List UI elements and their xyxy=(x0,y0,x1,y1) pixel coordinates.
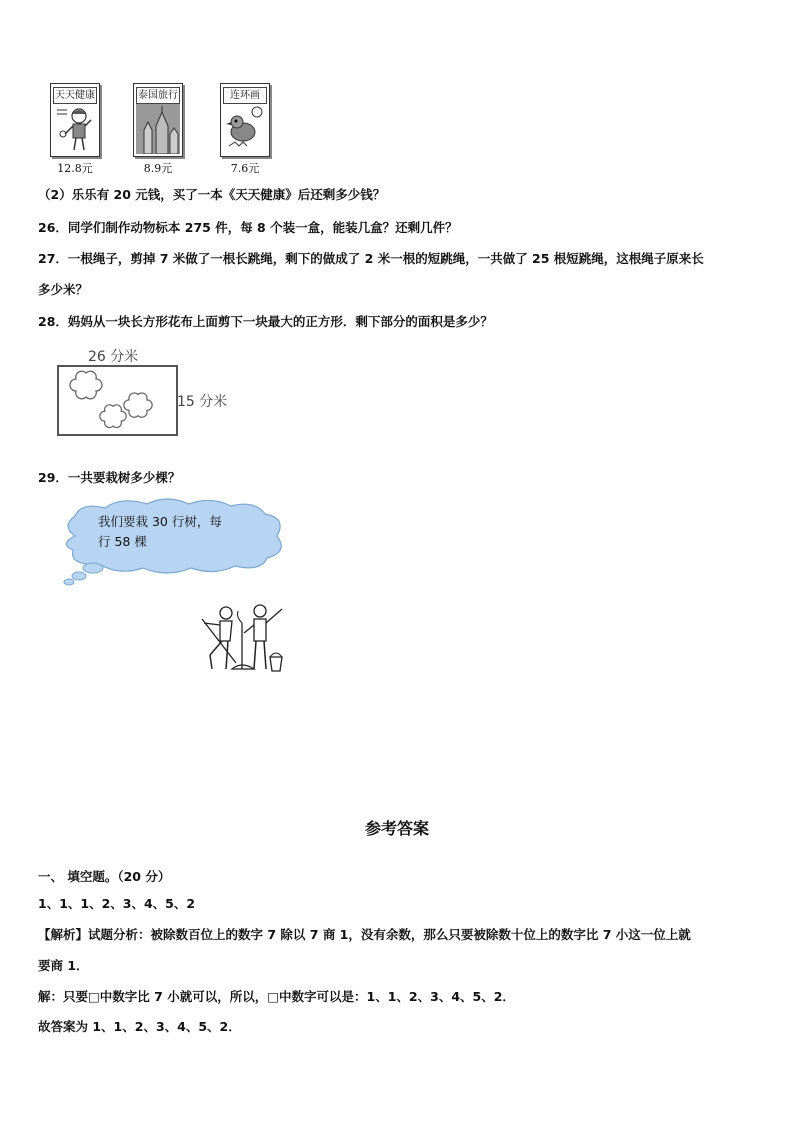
boy-illustration-icon xyxy=(55,104,95,152)
answers-title: 参考答案 xyxy=(364,819,429,838)
question-28: 28．妈妈从一块长方形花布上面剪下一块最大的正方形．剩下部分的面积是多少？ xyxy=(38,314,493,329)
book-title: 泰国旅行 xyxy=(136,87,180,104)
book-price: 7.6元 xyxy=(230,162,260,175)
solution-line: 解：只要□中数字比 7 小就可以，所以，□中数字可以是：1、1、2、3、4、5、2． xyxy=(38,989,515,1004)
height-label: 15 分米 xyxy=(177,394,228,410)
children-planting-icon xyxy=(196,603,288,675)
book-title: 连环画 xyxy=(223,87,267,104)
question-29: 29．一共要栽树多少棵？ xyxy=(38,470,181,485)
cloud-text-line2: 行 58 棵 xyxy=(98,534,147,549)
book-taiguo-lvxing xyxy=(133,83,183,157)
width-label: 26 分米 xyxy=(88,349,139,365)
flower-icon xyxy=(123,391,153,421)
conclusion-line: 故答案为 1、1、2、3、4、5、2． xyxy=(38,1019,241,1034)
question-26: 26．同学们制作动物标本 275 件，每 8 个装一盒，能装几盒？还剩几件？ xyxy=(38,220,458,235)
cloud-text xyxy=(98,512,248,552)
answers-section-heading: 一、 填空题。（20 分） xyxy=(38,869,171,884)
cloud-text-line1: 我们要栽 30 行树，每 xyxy=(98,514,222,529)
question-27-line1: 27．一根绳子，剪掉 7 米做了一根长跳绳，剩下的做成了 2 米一根的短跳绳，一共做了 25 根短跳绳，这根绳子原来长 xyxy=(38,251,704,266)
bird-illustration-icon xyxy=(225,104,265,152)
question-27-line2: 多少米？ xyxy=(38,282,89,297)
analysis-text: 试题分析：被除数百位上的数字 7 除以 7 商 1，没有余数，那么只要被除数十位上的数字比 7 小这一位上就 xyxy=(88,927,691,942)
cloth-rectangle xyxy=(57,365,178,436)
book-price: 12.8元 xyxy=(57,162,93,175)
flower-icon xyxy=(69,369,103,403)
temple-illustration-icon xyxy=(136,104,180,154)
book-price: 8.9元 xyxy=(143,162,173,175)
book-title: 天天健康 xyxy=(53,87,97,104)
analysis-tag: 【解析】 xyxy=(38,927,89,942)
question-25-2: （2）乐乐有 20 元钱，买了一本《天天健康》后还剩多少钱？ xyxy=(38,187,386,202)
analysis-line2: 要商 1． xyxy=(38,958,89,973)
book-tiantian-jiankang xyxy=(50,83,100,157)
analysis-line1 xyxy=(38,926,691,944)
book-lianhuanhua xyxy=(220,83,270,157)
answer-line: 1、1、1、2、3、4、5、2 xyxy=(38,896,196,911)
